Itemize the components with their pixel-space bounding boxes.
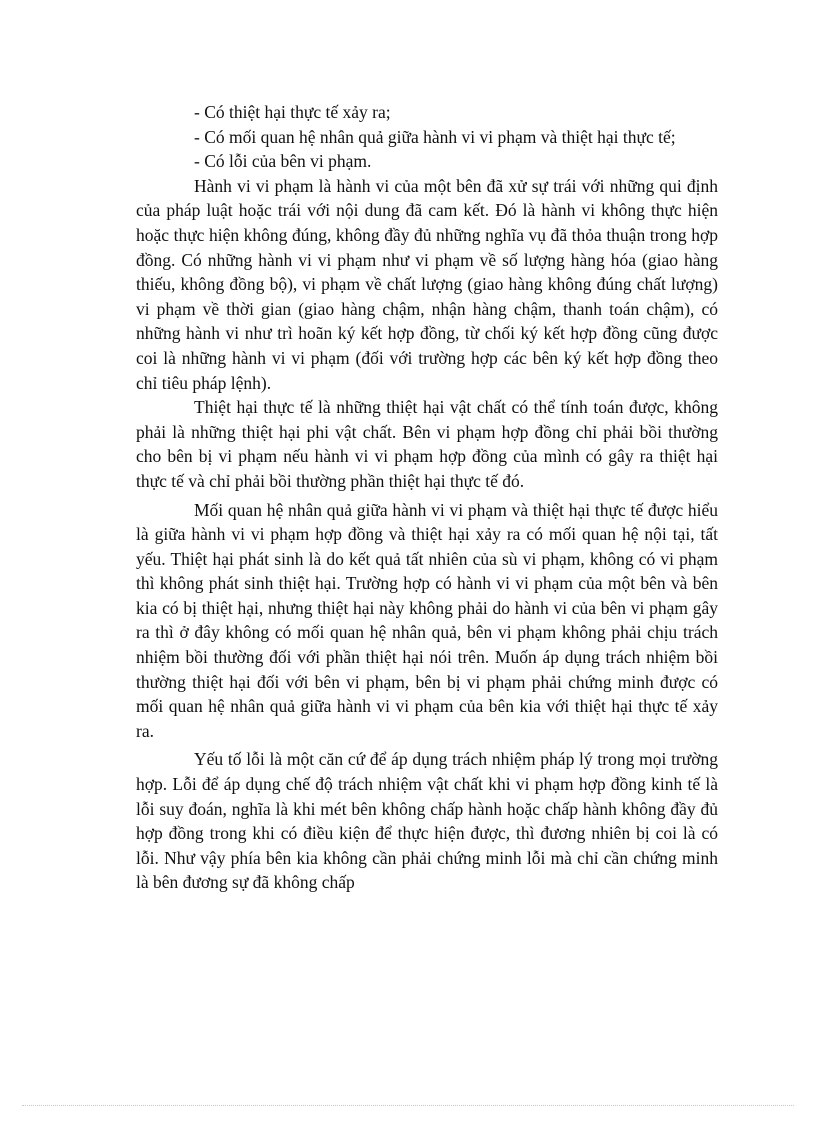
paragraph-causal-relationship: Mối quan hệ nhân quả giữa hành vi vi phạm và thiệt hại thực tế được hiểu là giữa hành vi vi phạm hợp đồng và thiệt hại xảy ra có mối quan hệ nội tại, tất yếu. Thiệt hại phát sinh là do kết quả tất nhiên của sù vi phạm, không có vi phạm thì không phát sinh thiệt hại. Trường hợp có hành vi vi phạm của một bên và bên kia có bị thiệt hại, nhưng thiệt hại này không phải do hành vi của bên vi phạm gây ra thì ở đây không có mối quan hệ nhân quả, bên vi phạm không phải chịu trách nhiệm bồi thường đối với phần thiệt hại nói trên. Muốn áp dụng trách nhiệm bồi thường thiệt hại đối với bên vi phạm, bên bị vi phạm phải chứng minh được có mối quan hệ nhân quả giữa hành vi vi phạm của bên kia với thiệt hại thực tế xảy ra.: [136, 499, 718, 741]
paragraph-violation-definition: Hành vi vi phạm là hành vi của một bên đã xử sự trái với những qui định của pháp luật hoặc trái với nội dung đã cam kết. Đó là hành vi không thực hiện hoặc thực hiện không đúng, không đầy đủ những nghĩa vụ đã thỏa thuận trong hợp đồng. Có những hành vi vi phạm như vi phạm về số lượng hàng hóa (giao hàng thiếu, không đồng bộ), vi phạm về chất lượng (giao hàng không đúng chất lượng) vi phạm về thời gian (giao hàng chậm, nhận hàng chậm, thanh toán chậm), có những hành vi như trì hoãn ký kết hợp đồng, từ chối ký kết hợp đồng cũng được coi là những hành vi vi phạm (đối với trường hợp các bên ký kết hợp đồng theo chỉ tiêu pháp lệnh).: [136, 175, 718, 393]
condition-line-causal-link: - Có mối quan hệ nhân quả giữa hành vi vi phạm và thiệt hại thực tế;: [194, 126, 676, 147]
paragraph-fault-element: Yếu tố lỗi là một căn cứ để áp dụng trách nhiệm pháp lý trong mọi trường hợp. Lỗi để áp dụng chế độ trách nhiệm vật chất khi vi phạm hợp đồng kinh tế là lỗi suy đoán, nghĩa là khi mét bên không chấp hành hoặc chấp hành không đầy đủ hợp đồng trong khi có điều kiện để thực hiện được, thì đương nhiên bị coi là có lỗi. Như vậy phía bên kia không cần phải chứng minh lỗi mà chỉ cần chứng minh là bên đương sự đã không chấp: [136, 749, 718, 893]
condition-line-fault: - Có lỗi của bên vi phạm.: [194, 151, 372, 172]
paragraph-actual-damage: Thiệt hại thực tế là những thiệt hại vật chất có thể tính toán được, không phải là những thiệt hại phi vật chất. Bên vi phạm hợp đồng chỉ phải bồi thường cho bên bị vi phạm nếu hành vi vi phạm hợp đồng của mình có gây ra thiệt hại thực tế và chỉ phải bồi thường phần thiệt hại thực tế đó.: [136, 397, 718, 491]
document-body: [136, 100, 718, 895]
condition-line-actual-damage: - Có thiệt hại thực tế xảy ra;: [194, 102, 391, 122]
page-bottom-divider: [22, 1105, 794, 1106]
